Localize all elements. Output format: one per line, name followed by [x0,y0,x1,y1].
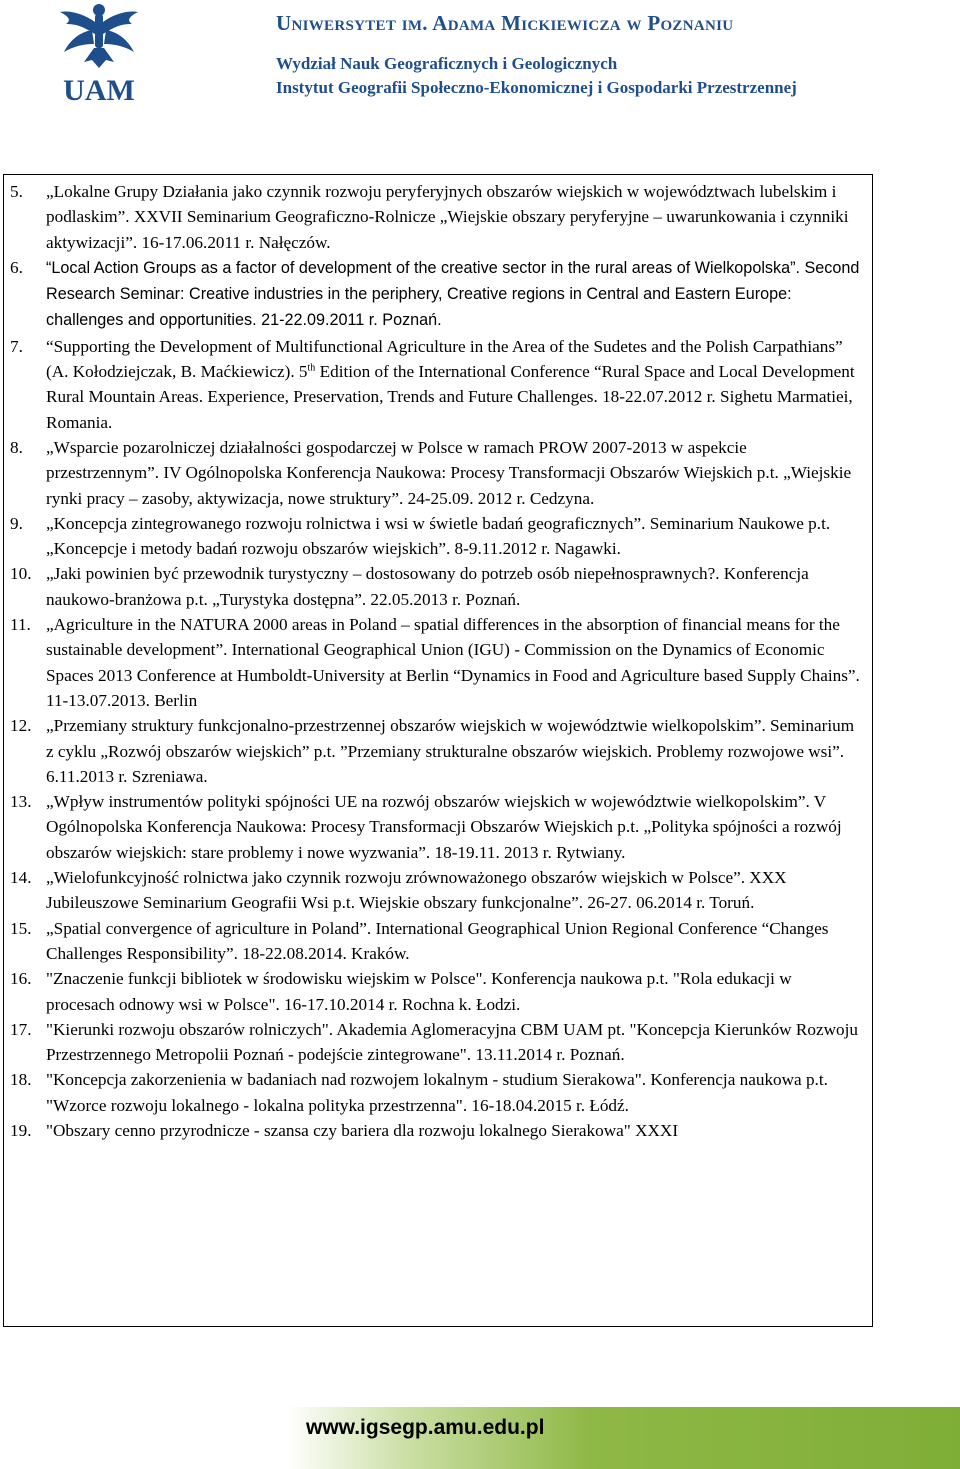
item-text: „Spatial convergence of agriculture in Poland”. International Geographical Union Regional Conference “Changes Challenges Responsibility”. 18-22.08.2014. Kraków. [46,918,829,963]
item-number: 9. [10,513,23,533]
list-item [4,334,872,435]
list-item [4,789,872,865]
list-item [4,1118,872,1143]
item-number: 19. [10,1120,32,1140]
item-number: 10. [10,564,32,584]
list-item [4,179,872,255]
university-name: Uniwersytet im. Adama Mickiewicza w Poznaniu [276,11,734,35]
item-number: 17. [10,1019,32,1039]
item-text: "Obszary cenno przyrodnicze - szansa czy bariera dla rozwoju lokalnego Sierakowa" XXXI [46,1120,679,1140]
list-item [4,916,872,967]
institute-name: Instytut Geografii Społeczno-Ekonomicznej i Gospodarki Przestrzennej [276,78,797,97]
presentations-list [4,179,872,1143]
item-text: „Koncepcja zintegrowanego rozwoju rolnictwa i wsi w świetle badań geograficznych”. Seminarium Naukowe p.t. „Koncepcje i metody badań rozwoju obszarów wiejskich”. 8-9.11.2012 r. Nagawki. [46,513,831,559]
page-header [0,0,960,120]
list-item [4,255,872,334]
item-text: "Znaczenie funkcji bibliotek w środowisku wiejskim w Polsce". Konferencja naukowa p.t. "Rola edukacji w procesach odnowy wsi w Polsce". 16-17.10.2014 r. Rochna k. Łodzi. [46,969,792,1014]
item-text: “Local Action Groups as a factor of development of the creative sector in the rural areas of Wielkopolska”. Second Research Seminar: Creative industries in the periphery, Creative regions in Central and Eastern Europe: challenges and opportunities. 21-22.09.2011 r. Poznań. [46,258,860,330]
item-text: „Jaki powinien być przewodnik turystyczny – dostosowany do potrzeb osób niepełnosprawnych?. Konferencja naukowo-branżowa p.t. „Turystyka dostępna”. 22.05.2013 r. Poznań. [46,564,809,609]
item-text: „Agriculture in the NATURA 2000 areas in Poland – spatial differences in the absorption of financial means for the sustainable development”. International Geographical Union (IGU) - Commission on the Dynamics of Economic Spaces 2013 Conference at Humboldt-University at Berlin “Dynamics in Food and Agriculture based Supply Chains”. 11-13.07.2013. Berlin [46,615,860,710]
faculty-name: Wydział Nauk Geograficznych i Geologicznych [276,54,618,73]
item-text: "Koncepcja zakorzenienia w badaniach nad rozwojem lokalnym - studium Sierakowa". Konferencja naukowa p.t. "Wzorce rozwoju lokalnego - lokalna polityka przestrzenna". 16-18.04.2015 r. Łódź. [46,1070,828,1115]
item-text-part: Edition of the International Conference “Rural Space and Local Development Rural Mountain Areas. Experience, Preservation, Trends and Future Challenges. 18-22.07.2012 r. Sighetu Marmatiei, Romania. [46,362,855,432]
item-text: "Kierunki rozwoju obszarów rolniczych". Akademia Aglomeracyjna CBM UAM pt. "Koncepcja Kierunków Rozwoju Przestrzennego Metropolii Poznań - podejście zintegrowane". 13.11.2014 r. Poznań. [46,1019,858,1065]
uam-eagle-logo-icon [54,0,144,110]
item-number: 8. [10,437,23,457]
list-item [4,561,872,612]
item-text [46,337,855,432]
list-item [4,1017,872,1068]
item-number: 13. [10,792,32,812]
website-link[interactable]: www.igsegp.amu.edu.pl [306,1416,545,1439]
item-number: 15. [10,918,32,938]
item-number: 12. [10,716,32,736]
item-number: 14. [10,868,32,888]
list-item [4,1067,872,1118]
list-item [4,966,872,1017]
presentations-list-box [3,174,873,1327]
list-item [4,511,872,562]
svg-text:UAM: UAM [63,74,135,107]
item-number: 16. [10,969,32,989]
item-number: 7. [10,336,23,356]
item-number: 11. [10,615,31,635]
list-item [4,713,872,789]
footer-bar [286,1407,960,1469]
list-item [4,435,872,511]
ordinal-suffix: th [307,362,316,374]
list-item [4,865,872,916]
item-text: „Wsparcie pozarolniczej działalności gospodarczej w Polsce w ramach PROW 2007-2013 w aspekcie przestrzennym”. IV Ogólnopolska Konferencja Naukowa: Procesy Transformacji Obszarów Wiejskich p.t. „Wiejskie rynki pracy – zasoby, aktywizacja, nowe struktury”. 24-25.09. 2012 r. Cedzyna. [46,437,852,508]
item-number: 5. [10,182,23,201]
item-text: „Lokalne Grupy Działania jako czynnik rozwoju peryferyjnych obszarów wiejskich w województwach lubelskim i podlaskim”. XXVII Seminarium Geograficzno-Rolnicze „Wiejskie obszary peryferyjne – uwarunkowania i czynniki aktywizacji”. 16-17.06.2011 r. Nałęczów. [46,182,849,252]
item-text: „Wpływ instrumentów polityki spójności UE na rozwój obszarów wiejskich w województwie wielkopolskim”. V Ogólnopolska Konferencja Naukowa: Procesy Transformacji Obszarów Wiejskich p.t. „Polityka spójności a rozwój obszarów wiejskich: stare problemy i nowe wyzwania”. 18-19.11. 2013 r. Rytwiany. [46,792,842,862]
list-item [4,612,872,713]
item-text-part: “Supporting the Development of Multifunctional Agriculture in the Area of the Sudetes and the Polish Carpathians” (A. Kołodziejczak, B. Maćkiewicz). 5 [46,336,843,382]
item-number: 6. [10,257,23,277]
item-text: „Przemiany struktury funkcjonalno-przestrzennej obszarów wiejskich w województwie wielkopolskim”. Seminarium z cyklu „Rozwój obszarów wiejskich” p.t. ”Przemiany strukturalne obszarów wiejskich. Problemy rozwojowe wsi”. 6.11.2013 r. Szreniawa. [46,716,855,786]
item-text: „Wielofunkcyjność rolnictwa jako czynnik rozwoju zrównoważonego obszarów wiejskich w Polsce”. XXX Jubileuszowe Seminarium Geografii Wsi p.t. Wiejskie obszary funkcjonalne”. 26-27. 06.2014 r. Toruń. [46,868,787,913]
item-number: 18. [10,1070,32,1090]
